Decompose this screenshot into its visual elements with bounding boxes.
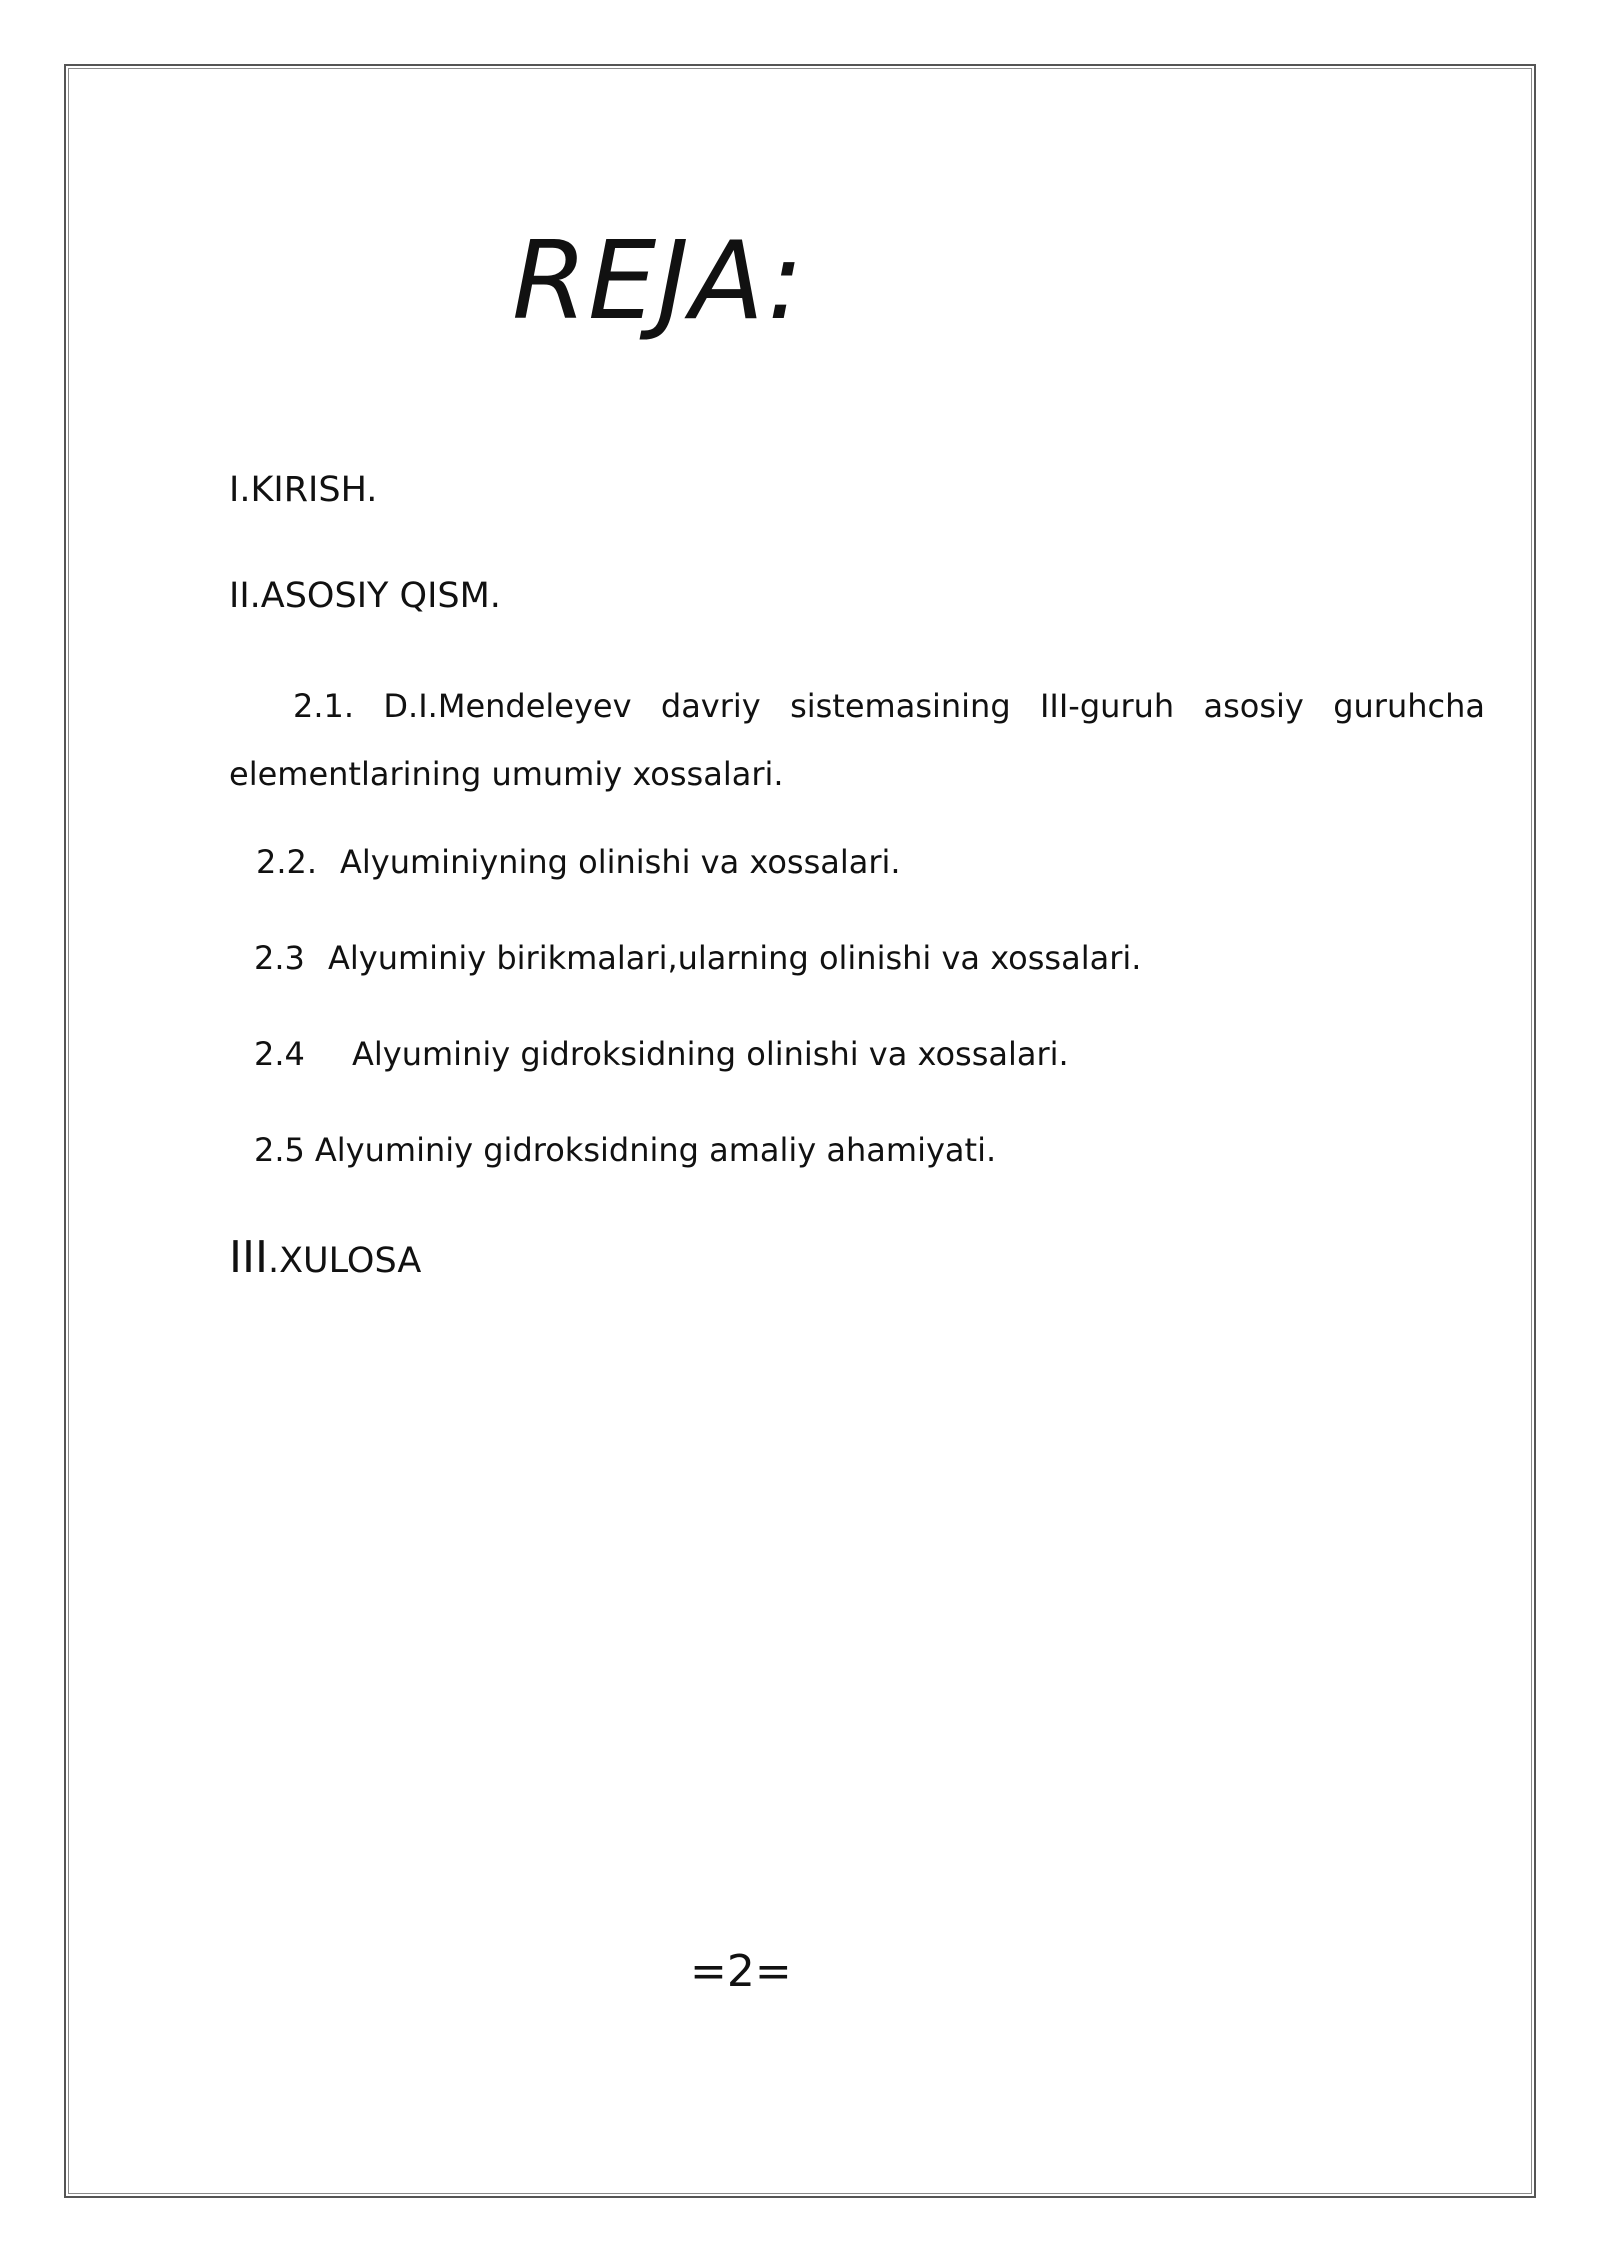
toc-item-roman-numeral: III xyxy=(229,1232,268,1283)
toc-subitem-number: 2.1. xyxy=(293,687,355,725)
toc-subitem-number: 2.4 xyxy=(254,1035,305,1073)
toc-subitem-text: Alyuminiy gidroksidning amaliy ahamiyati. xyxy=(314,1131,997,1169)
toc-subitem-2-2 xyxy=(256,838,901,886)
toc-subitem-text: D.I.Mendeleyev davriy sistemasining III-guruh asosiy guruhcha elementlarining umumiy xossalari. xyxy=(229,687,1486,793)
toc-item-xulosa xyxy=(229,1228,421,1291)
toc-subitem-2-4 xyxy=(254,1030,1069,1078)
toc-subitem-number: 2.3 xyxy=(254,939,305,977)
toc-item-asosiy-qism: II.ASOSIY QISM. xyxy=(229,576,501,616)
toc-subitem-text: Alyuminiy gidroksidning olinishi va xossalari. xyxy=(352,1035,1069,1073)
toc-subitem-2-5 xyxy=(254,1126,996,1174)
toc-item-kirish: I.KIRISH. xyxy=(229,470,378,510)
toc-subitem-text: Alyuminiyning olinishi va xossalari. xyxy=(340,843,901,881)
toc-item-label: .XULOSA xyxy=(267,1241,422,1281)
page-number: =2= xyxy=(690,1946,792,1997)
toc-subitem-2-3 xyxy=(254,934,1141,982)
toc-subitem-number: 2.5 xyxy=(254,1131,305,1169)
toc-subitem-text: Alyuminiy birikmalari,ularning olinishi va xossalari. xyxy=(328,939,1142,977)
toc-subitem-number: 2.2. xyxy=(256,843,318,881)
toc-subitem-2-1 xyxy=(229,672,1485,808)
page-title: REJA: xyxy=(512,219,805,344)
